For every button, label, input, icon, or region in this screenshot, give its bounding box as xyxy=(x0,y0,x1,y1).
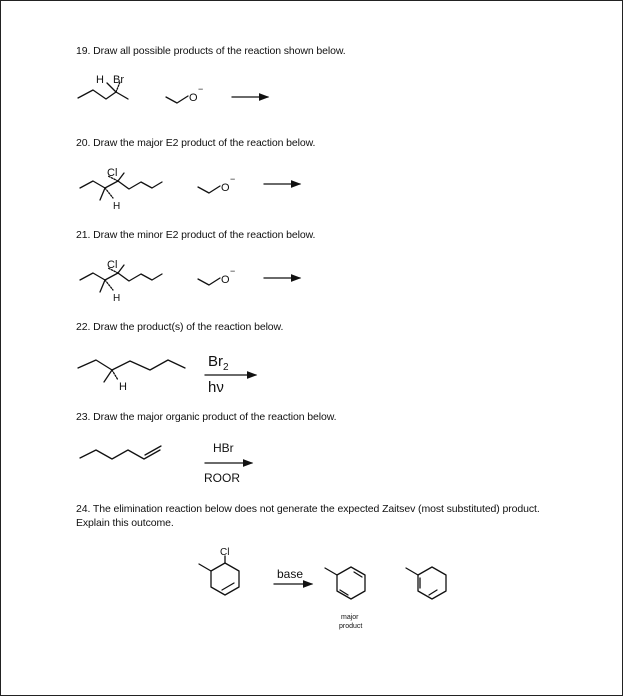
question-24-line-1: 24. The elimination reaction below does not generate the expected Zaitsev (most substituted) product. xyxy=(76,503,540,515)
question-20: 20. Draw the major E2 product of the reaction below. xyxy=(76,137,316,149)
q24-reagent: base xyxy=(277,567,304,581)
q21-substrate xyxy=(80,265,162,292)
question-22: 22. Draw the product(s) of the reaction below. xyxy=(76,321,284,333)
q22-substrate xyxy=(78,360,185,382)
q20-substrate xyxy=(80,173,162,200)
q20-charge: − xyxy=(230,174,236,184)
q23-reagent-top: HBr xyxy=(213,441,234,455)
question-23: 23. Draw the major organic product of the reaction below. xyxy=(76,411,337,423)
q23-substrate xyxy=(80,446,161,459)
q20-ethoxide xyxy=(198,186,220,193)
q24-product-1-ring xyxy=(325,567,365,599)
q21-cl-label: Cl xyxy=(107,259,118,271)
q24-reactant-ring xyxy=(199,556,239,595)
q24-product-2-ring xyxy=(406,567,446,599)
q21-h-label: H xyxy=(113,293,121,304)
question-19: 19. Draw all possible products of the reaction shown below. xyxy=(76,45,346,57)
q19-br-label: Br xyxy=(113,74,124,86)
q21-ethoxide xyxy=(198,278,220,285)
q19-charge: − xyxy=(198,84,204,94)
q19-ethoxide xyxy=(166,96,188,103)
q19-o-label: O xyxy=(189,92,198,104)
q19-h-label: H xyxy=(96,74,104,86)
question-21: 21. Draw the minor E2 product of the reaction below. xyxy=(76,229,316,241)
q22-reagent-bottom: hν xyxy=(208,379,224,396)
q24-label-product: product xyxy=(339,623,363,630)
q21-charge: − xyxy=(230,266,236,276)
q22-h-label: H xyxy=(119,381,127,393)
q20-o-label: O xyxy=(221,182,230,194)
q22-reagent-top: $Br_2$ xyxy=(208,353,229,373)
q21-o-label: O xyxy=(221,274,230,286)
q20-cl-label: Cl xyxy=(107,167,118,179)
q24-cl-label: Cl xyxy=(220,547,230,558)
question-24-line-2: Explain this outcome. xyxy=(76,517,174,529)
q24-label-major: major xyxy=(341,614,359,621)
q20-h-label: H xyxy=(113,201,121,212)
q23-reagent-bottom: ROOR xyxy=(204,471,240,485)
